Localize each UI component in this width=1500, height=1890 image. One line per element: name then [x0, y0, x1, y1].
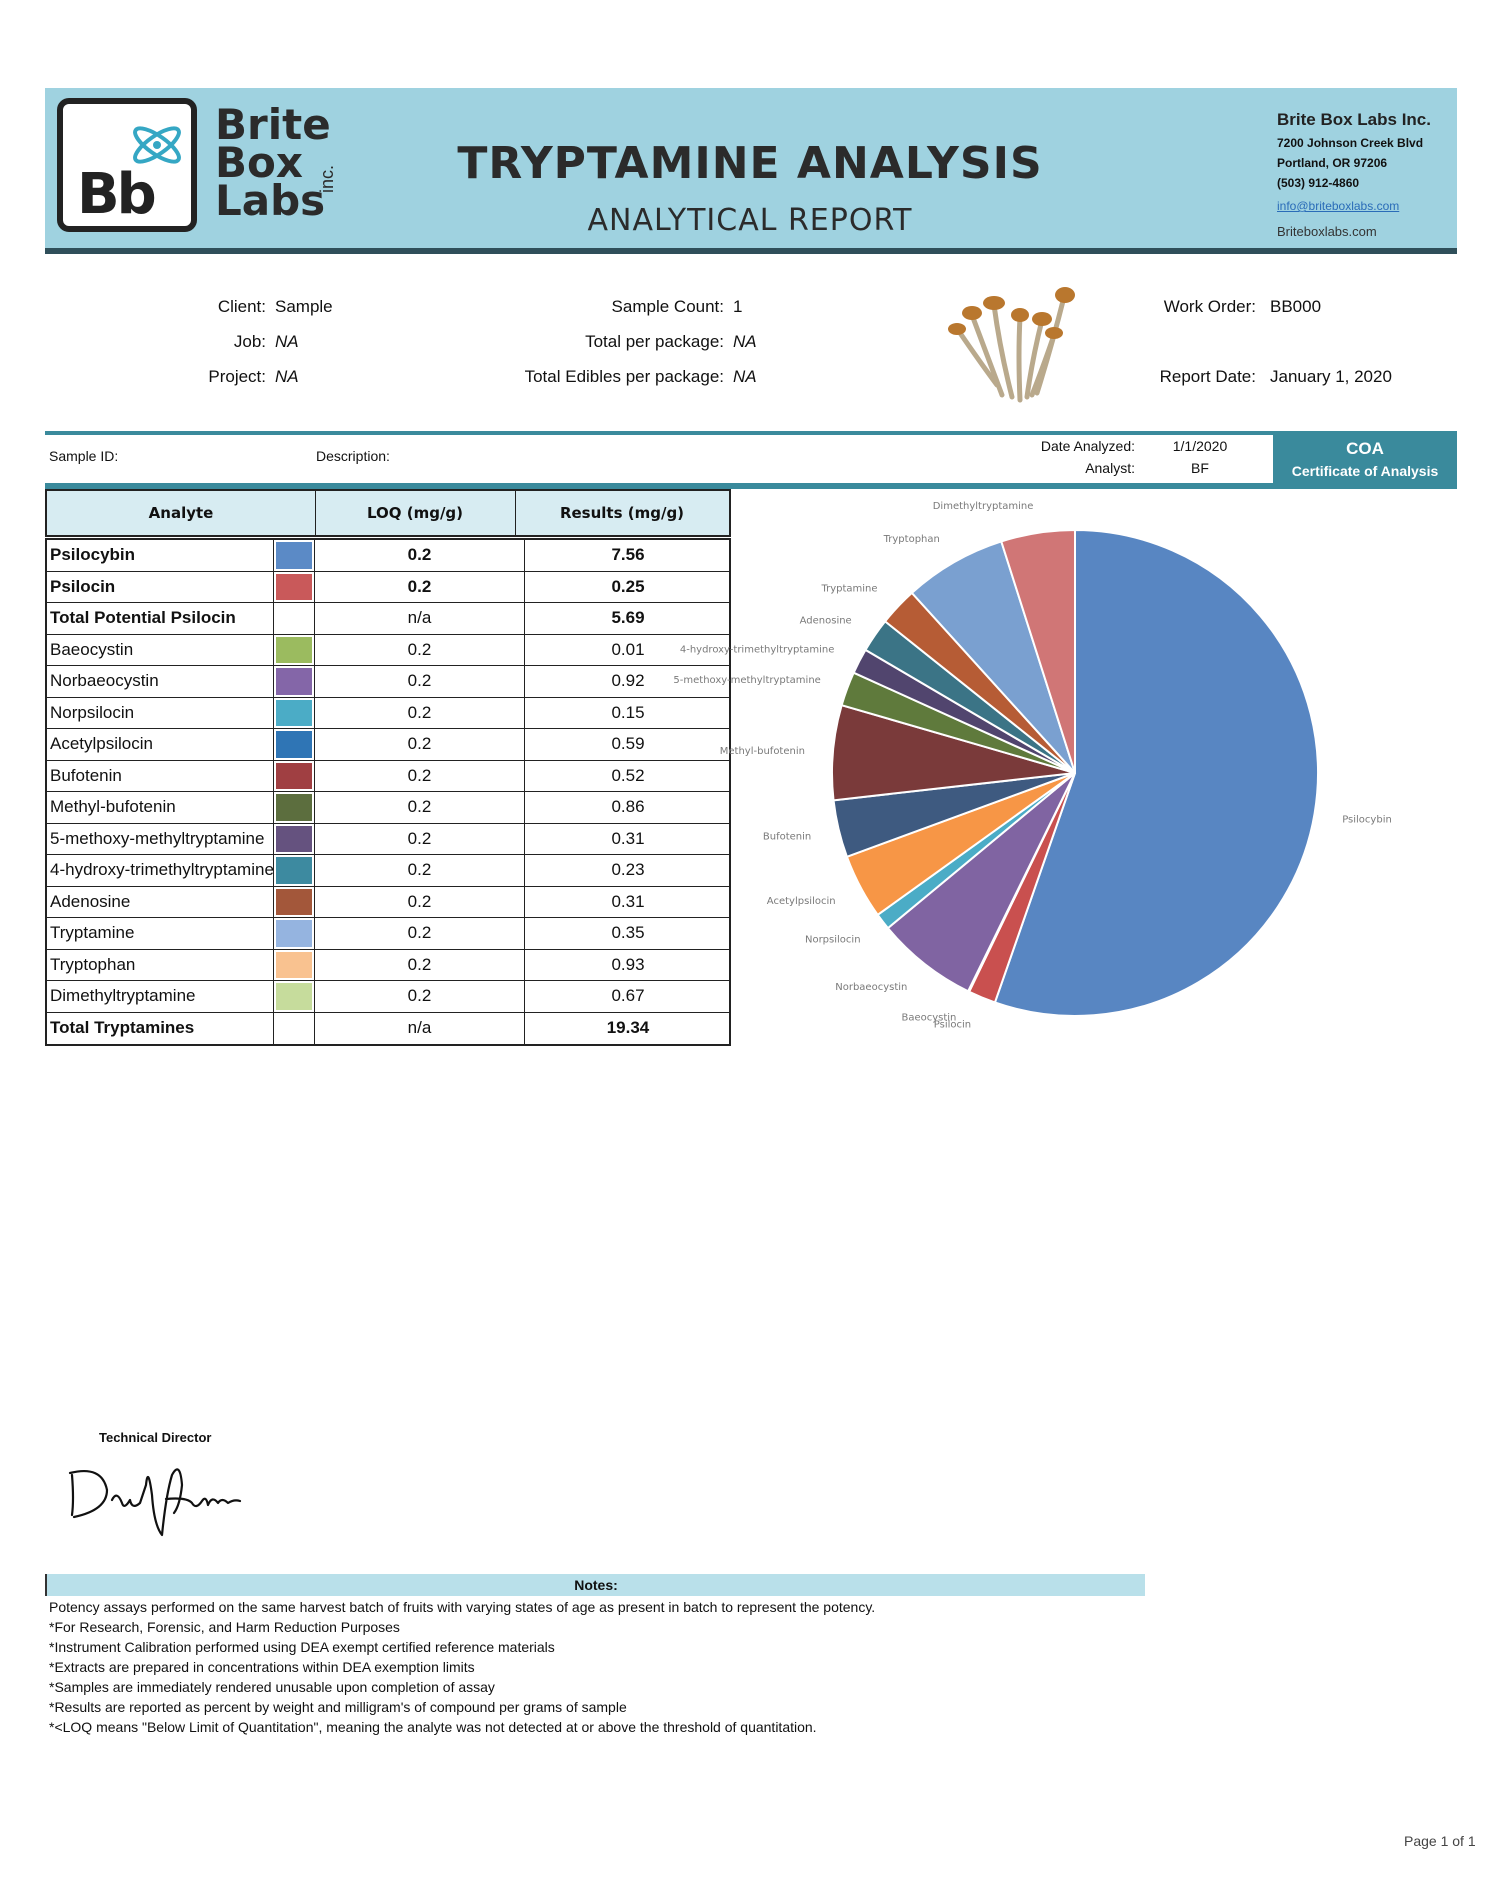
company-phone: (503) 912-4860	[1277, 176, 1360, 190]
total-edibles-value: NA	[733, 367, 757, 386]
results-table-header	[45, 489, 731, 537]
analyte-name: Total Tryptamines	[50, 1017, 195, 1037]
analyte-name: Norpsilocin	[50, 702, 135, 722]
column-header-loq: LOQ (mg/g)	[315, 491, 516, 535]
total-per-package-label: Total per package:	[585, 332, 724, 351]
pie-label: Norpsilocin	[804, 934, 861, 946]
company-name: Brite Box Labs Inc.	[1277, 110, 1431, 129]
color-swatch	[273, 603, 315, 634]
analyte-name: Bufotenin	[50, 765, 122, 785]
analyte-name: Tryptophan	[50, 954, 136, 974]
coa-badge	[1273, 433, 1457, 485]
client-label: Client:	[217, 297, 266, 316]
table-row	[47, 950, 729, 982]
note-line: Potency assays performed on the same harvest batch of fruits with varying states of age as present in batch to represent the potency.	[49, 1599, 876, 1615]
result-value: 0.92	[611, 671, 645, 690]
pie-label: Tryptamine	[821, 583, 878, 595]
signature-image	[62, 1455, 262, 1540]
date-analyzed-label: Date Analyzed:	[1040, 438, 1135, 454]
result-value: 0.67	[611, 986, 645, 1005]
result-value: 0.23	[611, 860, 645, 879]
result-value: 0.15	[611, 702, 645, 722]
logo-letters: Bb	[77, 162, 154, 227]
sample-info-bar	[45, 431, 1457, 489]
coa-subtitle: Certificate of Analysis	[1291, 463, 1439, 479]
note-line: *Samples are immediately rendered unusable upon completion of assay	[49, 1679, 495, 1695]
description-label: Description:	[316, 448, 390, 464]
result-value: 0.86	[611, 797, 645, 816]
note-line: *For Research, Forensic, and Harm Reduction Purposes	[49, 1619, 400, 1635]
swatch-fill	[276, 983, 312, 1010]
loq-value: 0.2	[315, 950, 525, 981]
pie-label: Psilocin	[933, 1019, 972, 1031]
loq-value: n/a	[315, 603, 525, 634]
pie-label: 5-methoxy-methyltryptamine	[673, 675, 821, 687]
analyte-name: Acetylpsilocin	[50, 734, 153, 753]
table-row	[47, 729, 729, 761]
analyte-name: Total Potential Psilocin	[50, 608, 236, 627]
pie-label: Dimethyltryptamine	[932, 501, 1034, 513]
color-swatch	[273, 950, 315, 981]
analyst-label: Analyst:	[1085, 460, 1135, 476]
report-title: TRYPTAMINE ANALYSIS	[457, 138, 1043, 189]
swatch-fill	[276, 700, 312, 727]
column-header-analyte: Analyte	[47, 491, 316, 535]
analyte-name: Dimethyltryptamine	[50, 986, 196, 1005]
color-swatch	[273, 666, 315, 697]
note-line: *Extracts are prepared in concentrations within DEA exemption limits	[49, 1659, 475, 1675]
total-per-package-value: NA	[733, 332, 757, 351]
company-address-line2: Portland, OR 97206	[1277, 156, 1388, 170]
table-row	[47, 603, 729, 635]
swatch-fill	[276, 605, 312, 632]
results-table	[45, 538, 731, 1046]
color-swatch	[273, 761, 315, 792]
color-swatch	[273, 1013, 315, 1045]
sample-count-label: Sample Count:	[611, 297, 724, 316]
color-swatch	[273, 729, 315, 760]
report-date-value: January 1, 2020	[1270, 367, 1392, 386]
table-row	[47, 981, 729, 1013]
result-value: 0.52	[611, 765, 645, 785]
loq-value: n/a	[315, 1013, 525, 1045]
company-website: Briteboxlabs.com	[1277, 224, 1377, 239]
analyte-name: Baeocystin	[50, 639, 134, 659]
color-swatch	[273, 635, 315, 666]
note-line: *Results are reported as percent by weight and milligram's of compound per grams of sample	[49, 1699, 627, 1715]
color-swatch	[273, 855, 315, 886]
analyte-pie-chart	[673, 501, 1460, 1031]
swatch-fill	[276, 731, 312, 758]
project-value: NA	[275, 367, 299, 386]
color-swatch	[273, 918, 315, 949]
swatch-fill	[276, 763, 312, 790]
notes-header: Notes:	[45, 1574, 1145, 1596]
swatch-fill	[276, 826, 312, 853]
analyte-name: 5-methoxy-methyltryptamine	[50, 828, 265, 848]
company-address-line1: 7200 Johnson Creek Blvd	[1277, 136, 1424, 150]
loq-value: 0.2	[315, 887, 525, 918]
color-swatch	[273, 824, 315, 855]
note-line: *Instrument Calibration performed using DEA exempt certified reference materials	[49, 1639, 555, 1655]
table-row	[47, 761, 729, 793]
color-swatch	[273, 981, 315, 1012]
technical-director-label: Technical Director	[99, 1430, 212, 1445]
color-swatch	[273, 572, 315, 603]
table-row	[47, 918, 729, 950]
result-value: 7.56	[611, 545, 645, 564]
swatch-fill	[276, 542, 312, 569]
analyst-value: BF	[1191, 460, 1209, 476]
analyte-name: Psilocin	[50, 576, 116, 596]
logo-word: Labs	[215, 176, 326, 225]
job-label: Job:	[233, 332, 266, 351]
report-date-label: Report Date:	[1159, 367, 1256, 386]
color-swatch	[273, 540, 315, 571]
result-value: 19.34	[606, 1017, 650, 1037]
color-swatch	[273, 887, 315, 918]
column-header-results: Results (mg/g)	[559, 504, 685, 522]
swatch-fill	[276, 857, 312, 884]
result-value: 0.59	[611, 734, 645, 753]
result-value: 0.31	[611, 828, 645, 848]
note-line: *<LOQ means "Below Limit of Quantitation", meaning the analyte was not detected at or above the threshold of quantitation.	[49, 1719, 817, 1735]
loq-value: 0.2	[315, 540, 525, 571]
loq-value: 0.2	[315, 666, 525, 697]
swatch-fill	[276, 668, 312, 695]
analyte-name: Methyl-bufotenin	[50, 797, 176, 816]
pie-label: 4-hydroxy-trimethyltryptamine	[679, 644, 835, 656]
loq-value: 0.2	[315, 792, 525, 823]
pie-label: Baeocystin	[901, 1012, 957, 1024]
color-swatch	[273, 792, 315, 823]
loq-value: 0.2	[315, 572, 525, 603]
table-row	[47, 572, 729, 604]
result-value: 0.25	[611, 576, 645, 596]
pie-label: Adenosine	[799, 615, 852, 627]
table-row	[47, 824, 729, 856]
analyte-name: Adenosine	[50, 891, 131, 911]
pie-label: Psilocybin	[1342, 814, 1392, 826]
analyte-name: Psilocybin	[50, 545, 136, 564]
result-value: 0.01	[611, 639, 645, 659]
logo-word: Brite	[215, 100, 331, 149]
loq-value: 0.2	[315, 761, 525, 792]
coa-title: COA	[1346, 439, 1384, 458]
loq-value: 0.2	[315, 698, 525, 729]
company-email-link[interactable]: info@briteboxlabs.com	[1277, 199, 1400, 213]
swatch-fill	[276, 1015, 312, 1043]
table-row	[47, 666, 729, 698]
swatch-fill	[276, 637, 312, 664]
result-value: 0.93	[611, 954, 645, 974]
work-order-label: Work Order:	[1163, 297, 1256, 316]
swatch-fill	[276, 952, 312, 979]
swatch-fill	[276, 920, 312, 947]
swatch-fill	[276, 574, 312, 601]
project-label: Project:	[208, 367, 266, 386]
table-row	[47, 540, 729, 572]
result-value: 5.69	[611, 608, 645, 627]
analyte-name: 4-hydroxy-trimethyltryptamine	[50, 860, 274, 879]
loq-value: 0.2	[315, 855, 525, 886]
report-subtitle: ANALYTICAL REPORT	[587, 203, 913, 238]
analyte-name: Norbaeocystin	[50, 671, 159, 690]
loq-value: 0.2	[315, 918, 525, 949]
swatch-fill	[276, 889, 312, 916]
pie-label: Norbaeocystin	[835, 981, 908, 993]
table-row	[47, 792, 729, 824]
table-row	[47, 855, 729, 887]
sample-count-value: 1	[733, 297, 743, 316]
color-swatch	[273, 698, 315, 729]
loq-value: 0.2	[315, 824, 525, 855]
pie-label: Tryptophan	[883, 534, 940, 546]
swatch-fill	[276, 794, 312, 821]
table-row	[47, 1013, 729, 1045]
loq-value: 0.2	[315, 729, 525, 760]
table-row	[47, 635, 729, 667]
analyte-name: Tryptamine	[50, 923, 135, 942]
loq-value: 0.2	[315, 981, 525, 1012]
job-value: NA	[275, 332, 299, 351]
page-number: Page 1 of 1	[1404, 1833, 1476, 1849]
result-value: 0.35	[611, 923, 645, 942]
work-order-value: BB000	[1270, 297, 1322, 316]
client-value: Sample	[275, 297, 333, 316]
table-row	[47, 698, 729, 730]
date-analyzed-value: 1/1/2020	[1172, 438, 1228, 454]
mushroom-photo	[942, 275, 1087, 410]
pie-label: Methyl-bufotenin	[719, 745, 805, 757]
pie-label: Acetylpsilocin	[766, 895, 836, 907]
logo-inc: inc.	[317, 164, 337, 193]
total-edibles-label: Total Edibles per package:	[524, 367, 724, 386]
result-value: 0.31	[611, 891, 645, 911]
table-row	[47, 887, 729, 919]
logo-word: Box	[215, 138, 303, 187]
sample-id-label: Sample ID:	[49, 448, 119, 464]
pie-label: Bufotenin	[762, 831, 812, 843]
loq-value: 0.2	[315, 635, 525, 666]
